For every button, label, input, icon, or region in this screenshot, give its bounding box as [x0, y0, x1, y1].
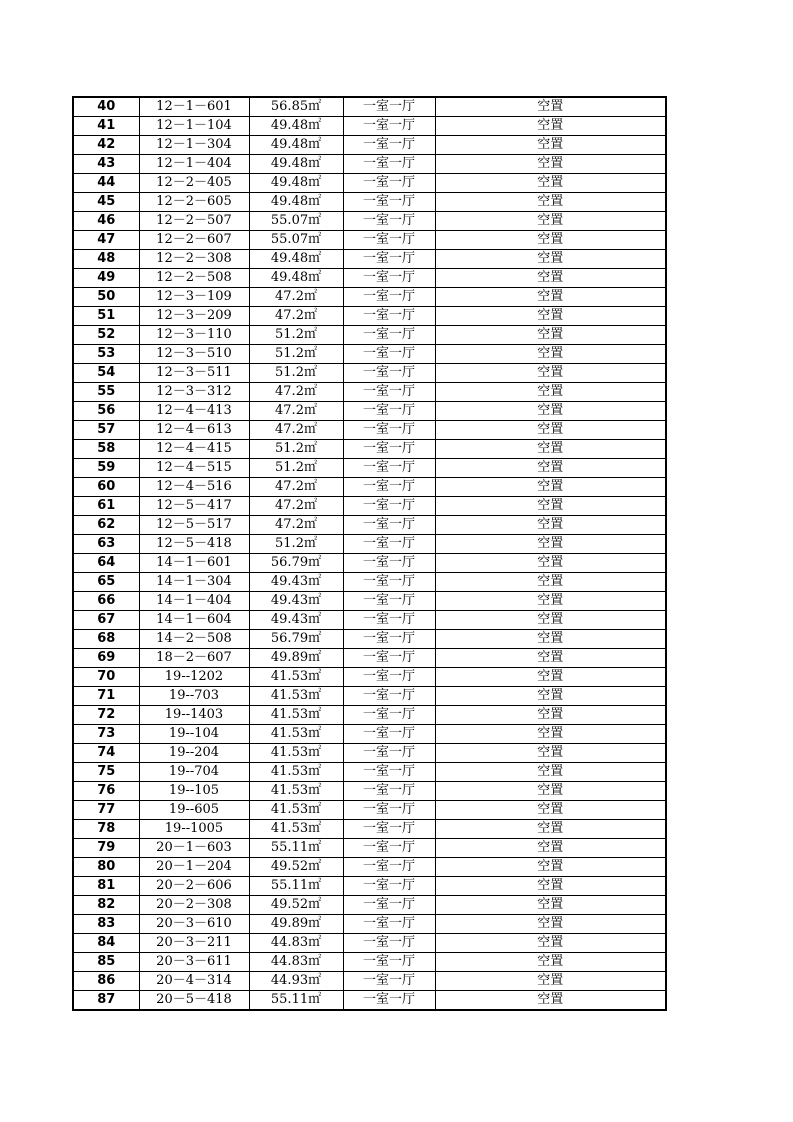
area-cell: 51.2㎡ [249, 440, 343, 459]
row-number-cell: 87 [73, 991, 139, 1011]
table-row [73, 364, 666, 383]
layout-type-cell: 一室一厅 [343, 972, 435, 991]
row-number-cell: 46 [73, 212, 139, 231]
status-cell: 空置 [435, 991, 666, 1011]
table-row [73, 592, 666, 611]
layout-type-cell: 一室一厅 [343, 611, 435, 630]
status-cell: 空置 [435, 592, 666, 611]
area-cell: 51.2㎡ [249, 364, 343, 383]
area-cell: 44.83㎡ [249, 934, 343, 953]
area-cell: 49.43㎡ [249, 573, 343, 592]
unit-number-cell: 19--1005 [139, 820, 249, 839]
unit-number-cell: 12－2－508 [139, 269, 249, 288]
row-number-cell: 81 [73, 877, 139, 896]
table-row [73, 554, 666, 573]
status-cell: 空置 [435, 421, 666, 440]
unit-number-cell: 20－1－204 [139, 858, 249, 877]
table-row [73, 972, 666, 991]
unit-number-cell: 20－5－418 [139, 991, 249, 1011]
status-cell: 空置 [435, 972, 666, 991]
table-row [73, 991, 666, 1011]
row-number-cell: 65 [73, 573, 139, 592]
status-cell: 空置 [435, 763, 666, 782]
row-number-cell: 73 [73, 725, 139, 744]
layout-type-cell: 一室一厅 [343, 991, 435, 1011]
status-cell: 空置 [435, 97, 666, 117]
status-cell: 空置 [435, 801, 666, 820]
table-row [73, 896, 666, 915]
unit-number-cell: 12－5－417 [139, 497, 249, 516]
table-row [73, 231, 666, 250]
area-cell: 41.53㎡ [249, 782, 343, 801]
status-cell: 空置 [435, 877, 666, 896]
area-cell: 56.79㎡ [249, 630, 343, 649]
table-row [73, 269, 666, 288]
row-number-cell: 63 [73, 535, 139, 554]
row-number-cell: 45 [73, 193, 139, 212]
status-cell: 空置 [435, 516, 666, 535]
table-row [73, 440, 666, 459]
unit-number-cell: 12－1－304 [139, 136, 249, 155]
table-row [73, 117, 666, 136]
table-row [73, 97, 666, 117]
row-number-cell: 55 [73, 383, 139, 402]
status-cell: 空置 [435, 630, 666, 649]
area-cell: 51.2㎡ [249, 535, 343, 554]
row-number-cell: 71 [73, 687, 139, 706]
layout-type-cell: 一室一厅 [343, 250, 435, 269]
status-cell: 空置 [435, 326, 666, 345]
unit-number-cell: 12－2－605 [139, 193, 249, 212]
area-cell: 51.2㎡ [249, 326, 343, 345]
layout-type-cell: 一室一厅 [343, 934, 435, 953]
layout-type-cell: 一室一厅 [343, 782, 435, 801]
layout-type-cell: 一室一厅 [343, 364, 435, 383]
unit-number-cell: 18－2－607 [139, 649, 249, 668]
table-row [73, 801, 666, 820]
area-cell: 49.52㎡ [249, 896, 343, 915]
table-row [73, 820, 666, 839]
area-cell: 41.53㎡ [249, 668, 343, 687]
status-cell: 空置 [435, 896, 666, 915]
status-cell: 空置 [435, 497, 666, 516]
layout-type-cell: 一室一厅 [343, 383, 435, 402]
status-cell: 空置 [435, 478, 666, 497]
area-cell: 55.07㎡ [249, 212, 343, 231]
table-row [73, 877, 666, 896]
table-row [73, 288, 666, 307]
table-row [73, 706, 666, 725]
unit-number-cell: 20－3－611 [139, 953, 249, 972]
layout-type-cell: 一室一厅 [343, 953, 435, 972]
table-row [73, 421, 666, 440]
row-number-cell: 83 [73, 915, 139, 934]
area-cell: 47.2㎡ [249, 516, 343, 535]
unit-number-cell: 19--104 [139, 725, 249, 744]
row-number-cell: 47 [73, 231, 139, 250]
area-cell: 49.43㎡ [249, 611, 343, 630]
layout-type-cell: 一室一厅 [343, 174, 435, 193]
area-cell: 41.53㎡ [249, 725, 343, 744]
unit-number-cell: 20－3－610 [139, 915, 249, 934]
area-cell: 47.2㎡ [249, 383, 343, 402]
layout-type-cell: 一室一厅 [343, 801, 435, 820]
area-cell: 44.93㎡ [249, 972, 343, 991]
unit-number-cell: 12－4－415 [139, 440, 249, 459]
row-number-cell: 44 [73, 174, 139, 193]
unit-number-cell: 20－2－606 [139, 877, 249, 896]
status-cell: 空置 [435, 383, 666, 402]
row-number-cell: 61 [73, 497, 139, 516]
table-row [73, 136, 666, 155]
table-row [73, 250, 666, 269]
table-row [73, 953, 666, 972]
status-cell: 空置 [435, 934, 666, 953]
layout-type-cell: 一室一厅 [343, 763, 435, 782]
status-cell: 空置 [435, 649, 666, 668]
table-row [73, 611, 666, 630]
status-cell: 空置 [435, 307, 666, 326]
unit-number-cell: 14－1－604 [139, 611, 249, 630]
unit-number-cell: 14－1－304 [139, 573, 249, 592]
table-row [73, 307, 666, 326]
layout-type-cell: 一室一厅 [343, 193, 435, 212]
layout-type-cell: 一室一厅 [343, 231, 435, 250]
table-row [73, 725, 666, 744]
row-number-cell: 43 [73, 155, 139, 174]
layout-type-cell: 一室一厅 [343, 516, 435, 535]
unit-number-cell: 12－1－601 [139, 97, 249, 117]
area-cell: 41.53㎡ [249, 744, 343, 763]
unit-number-cell: 12－1－404 [139, 155, 249, 174]
status-cell: 空置 [435, 440, 666, 459]
row-number-cell: 48 [73, 250, 139, 269]
table-row [73, 573, 666, 592]
row-number-cell: 70 [73, 668, 139, 687]
status-cell: 空置 [435, 402, 666, 421]
status-cell: 空置 [435, 744, 666, 763]
unit-number-cell: 12－2－507 [139, 212, 249, 231]
status-cell: 空置 [435, 364, 666, 383]
row-number-cell: 51 [73, 307, 139, 326]
status-cell: 空置 [435, 288, 666, 307]
status-cell: 空置 [435, 155, 666, 174]
table-row [73, 839, 666, 858]
table-row [73, 497, 666, 516]
area-cell: 51.2㎡ [249, 459, 343, 478]
unit-number-cell: 12－4－516 [139, 478, 249, 497]
layout-type-cell: 一室一厅 [343, 554, 435, 573]
row-number-cell: 67 [73, 611, 139, 630]
layout-type-cell: 一室一厅 [343, 896, 435, 915]
row-number-cell: 79 [73, 839, 139, 858]
status-cell: 空置 [435, 535, 666, 554]
unit-number-cell: 12－4－515 [139, 459, 249, 478]
unit-number-cell: 19--704 [139, 763, 249, 782]
table-row [73, 174, 666, 193]
row-number-cell: 41 [73, 117, 139, 136]
status-cell: 空置 [435, 668, 666, 687]
row-number-cell: 84 [73, 934, 139, 953]
status-cell: 空置 [435, 269, 666, 288]
layout-type-cell: 一室一厅 [343, 668, 435, 687]
status-cell: 空置 [435, 611, 666, 630]
unit-number-cell: 19--105 [139, 782, 249, 801]
table-row [73, 212, 666, 231]
layout-type-cell: 一室一厅 [343, 478, 435, 497]
table-row [73, 383, 666, 402]
area-cell: 55.11㎡ [249, 877, 343, 896]
area-cell: 44.83㎡ [249, 953, 343, 972]
area-cell: 49.48㎡ [249, 117, 343, 136]
row-number-cell: 80 [73, 858, 139, 877]
area-cell: 49.48㎡ [249, 269, 343, 288]
unit-number-cell: 12－3－109 [139, 288, 249, 307]
unit-number-cell: 12－4－413 [139, 402, 249, 421]
unit-number-cell: 20－3－211 [139, 934, 249, 953]
layout-type-cell: 一室一厅 [343, 744, 435, 763]
layout-type-cell: 一室一厅 [343, 269, 435, 288]
area-cell: 49.48㎡ [249, 250, 343, 269]
status-cell: 空置 [435, 193, 666, 212]
unit-number-cell: 19--605 [139, 801, 249, 820]
layout-type-cell: 一室一厅 [343, 630, 435, 649]
unit-number-cell: 12－2－405 [139, 174, 249, 193]
unit-number-cell: 14－2－508 [139, 630, 249, 649]
area-cell: 55.11㎡ [249, 991, 343, 1011]
status-cell: 空置 [435, 250, 666, 269]
unit-number-cell: 12－3－209 [139, 307, 249, 326]
row-number-cell: 82 [73, 896, 139, 915]
row-number-cell: 68 [73, 630, 139, 649]
area-cell: 47.2㎡ [249, 497, 343, 516]
layout-type-cell: 一室一厅 [343, 915, 435, 934]
table-body [73, 97, 666, 1010]
layout-type-cell: 一室一厅 [343, 592, 435, 611]
unit-number-cell: 20－1－603 [139, 839, 249, 858]
unit-number-cell: 12－3－510 [139, 345, 249, 364]
unit-number-cell: 12－3－511 [139, 364, 249, 383]
status-cell: 空置 [435, 136, 666, 155]
area-cell: 55.07㎡ [249, 231, 343, 250]
row-number-cell: 78 [73, 820, 139, 839]
row-number-cell: 76 [73, 782, 139, 801]
layout-type-cell: 一室一厅 [343, 877, 435, 896]
area-cell: 49.89㎡ [249, 649, 343, 668]
layout-type-cell: 一室一厅 [343, 440, 435, 459]
layout-type-cell: 一室一厅 [343, 402, 435, 421]
row-number-cell: 86 [73, 972, 139, 991]
table-row [73, 858, 666, 877]
status-cell: 空置 [435, 725, 666, 744]
table-row [73, 478, 666, 497]
area-cell: 49.48㎡ [249, 155, 343, 174]
layout-type-cell: 一室一厅 [343, 117, 435, 136]
table-row [73, 630, 666, 649]
layout-type-cell: 一室一厅 [343, 649, 435, 668]
area-cell: 49.89㎡ [249, 915, 343, 934]
area-cell: 47.2㎡ [249, 478, 343, 497]
area-cell: 49.48㎡ [249, 136, 343, 155]
layout-type-cell: 一室一厅 [343, 97, 435, 117]
table-row [73, 459, 666, 478]
area-cell: 47.2㎡ [249, 402, 343, 421]
layout-type-cell: 一室一厅 [343, 345, 435, 364]
layout-type-cell: 一室一厅 [343, 155, 435, 174]
unit-number-cell: 12－3－312 [139, 383, 249, 402]
row-number-cell: 66 [73, 592, 139, 611]
row-number-cell: 64 [73, 554, 139, 573]
unit-number-cell: 12－5－517 [139, 516, 249, 535]
layout-type-cell: 一室一厅 [343, 573, 435, 592]
status-cell: 空置 [435, 782, 666, 801]
area-cell: 47.2㎡ [249, 421, 343, 440]
table-row [73, 535, 666, 554]
table-row [73, 934, 666, 953]
unit-number-cell: 19--1202 [139, 668, 249, 687]
area-cell: 49.48㎡ [249, 174, 343, 193]
unit-number-cell: 12－3－110 [139, 326, 249, 345]
unit-number-cell: 20－4－314 [139, 972, 249, 991]
row-number-cell: 40 [73, 97, 139, 117]
row-number-cell: 62 [73, 516, 139, 535]
unit-number-cell: 19--204 [139, 744, 249, 763]
status-cell: 空置 [435, 706, 666, 725]
table-row [73, 915, 666, 934]
table-row [73, 744, 666, 763]
layout-type-cell: 一室一厅 [343, 497, 435, 516]
area-cell: 41.53㎡ [249, 763, 343, 782]
unit-number-cell: 19--703 [139, 687, 249, 706]
status-cell: 空置 [435, 687, 666, 706]
layout-type-cell: 一室一厅 [343, 307, 435, 326]
status-cell: 空置 [435, 573, 666, 592]
row-number-cell: 42 [73, 136, 139, 155]
table-row [73, 516, 666, 535]
unit-number-cell: 12－1－104 [139, 117, 249, 136]
status-cell: 空置 [435, 839, 666, 858]
layout-type-cell: 一室一厅 [343, 706, 435, 725]
area-cell: 41.53㎡ [249, 706, 343, 725]
row-number-cell: 54 [73, 364, 139, 383]
layout-type-cell: 一室一厅 [343, 839, 435, 858]
table-row [73, 687, 666, 706]
housing-table [72, 96, 667, 1011]
status-cell: 空置 [435, 953, 666, 972]
row-number-cell: 57 [73, 421, 139, 440]
area-cell: 49.48㎡ [249, 193, 343, 212]
status-cell: 空置 [435, 820, 666, 839]
status-cell: 空置 [435, 174, 666, 193]
table-row [73, 326, 666, 345]
row-number-cell: 56 [73, 402, 139, 421]
row-number-cell: 53 [73, 345, 139, 364]
status-cell: 空置 [435, 554, 666, 573]
row-number-cell: 49 [73, 269, 139, 288]
area-cell: 41.53㎡ [249, 801, 343, 820]
status-cell: 空置 [435, 117, 666, 136]
area-cell: 41.53㎡ [249, 687, 343, 706]
area-cell: 47.2㎡ [249, 288, 343, 307]
unit-number-cell: 12－2－607 [139, 231, 249, 250]
row-number-cell: 69 [73, 649, 139, 668]
row-number-cell: 52 [73, 326, 139, 345]
table-row [73, 782, 666, 801]
layout-type-cell: 一室一厅 [343, 136, 435, 155]
row-number-cell: 60 [73, 478, 139, 497]
area-cell: 49.43㎡ [249, 592, 343, 611]
layout-type-cell: 一室一厅 [343, 858, 435, 877]
table-row [73, 763, 666, 782]
layout-type-cell: 一室一厅 [343, 725, 435, 744]
area-cell: 56.85㎡ [249, 97, 343, 117]
layout-type-cell: 一室一厅 [343, 421, 435, 440]
table-row [73, 193, 666, 212]
layout-type-cell: 一室一厅 [343, 212, 435, 231]
row-number-cell: 50 [73, 288, 139, 307]
area-cell: 41.53㎡ [249, 820, 343, 839]
status-cell: 空置 [435, 858, 666, 877]
layout-type-cell: 一室一厅 [343, 459, 435, 478]
layout-type-cell: 一室一厅 [343, 687, 435, 706]
unit-number-cell: 14－1－601 [139, 554, 249, 573]
layout-type-cell: 一室一厅 [343, 820, 435, 839]
row-number-cell: 59 [73, 459, 139, 478]
layout-type-cell: 一室一厅 [343, 326, 435, 345]
status-cell: 空置 [435, 231, 666, 250]
table-row [73, 345, 666, 364]
unit-number-cell: 12－5－418 [139, 535, 249, 554]
status-cell: 空置 [435, 459, 666, 478]
table-row [73, 649, 666, 668]
table-row [73, 402, 666, 421]
area-cell: 47.2㎡ [249, 307, 343, 326]
unit-number-cell: 12－2－308 [139, 250, 249, 269]
table-row [73, 668, 666, 687]
row-number-cell: 85 [73, 953, 139, 972]
unit-number-cell: 14－1－404 [139, 592, 249, 611]
area-cell: 56.79㎡ [249, 554, 343, 573]
row-number-cell: 77 [73, 801, 139, 820]
row-number-cell: 74 [73, 744, 139, 763]
layout-type-cell: 一室一厅 [343, 535, 435, 554]
unit-number-cell: 20－2－308 [139, 896, 249, 915]
row-number-cell: 72 [73, 706, 139, 725]
unit-number-cell: 19--1403 [139, 706, 249, 725]
area-cell: 49.52㎡ [249, 858, 343, 877]
row-number-cell: 58 [73, 440, 139, 459]
status-cell: 空置 [435, 345, 666, 364]
status-cell: 空置 [435, 212, 666, 231]
unit-number-cell: 12－4－613 [139, 421, 249, 440]
row-number-cell: 75 [73, 763, 139, 782]
area-cell: 55.11㎡ [249, 839, 343, 858]
layout-type-cell: 一室一厅 [343, 288, 435, 307]
status-cell: 空置 [435, 915, 666, 934]
table-row [73, 155, 666, 174]
area-cell: 51.2㎡ [249, 345, 343, 364]
